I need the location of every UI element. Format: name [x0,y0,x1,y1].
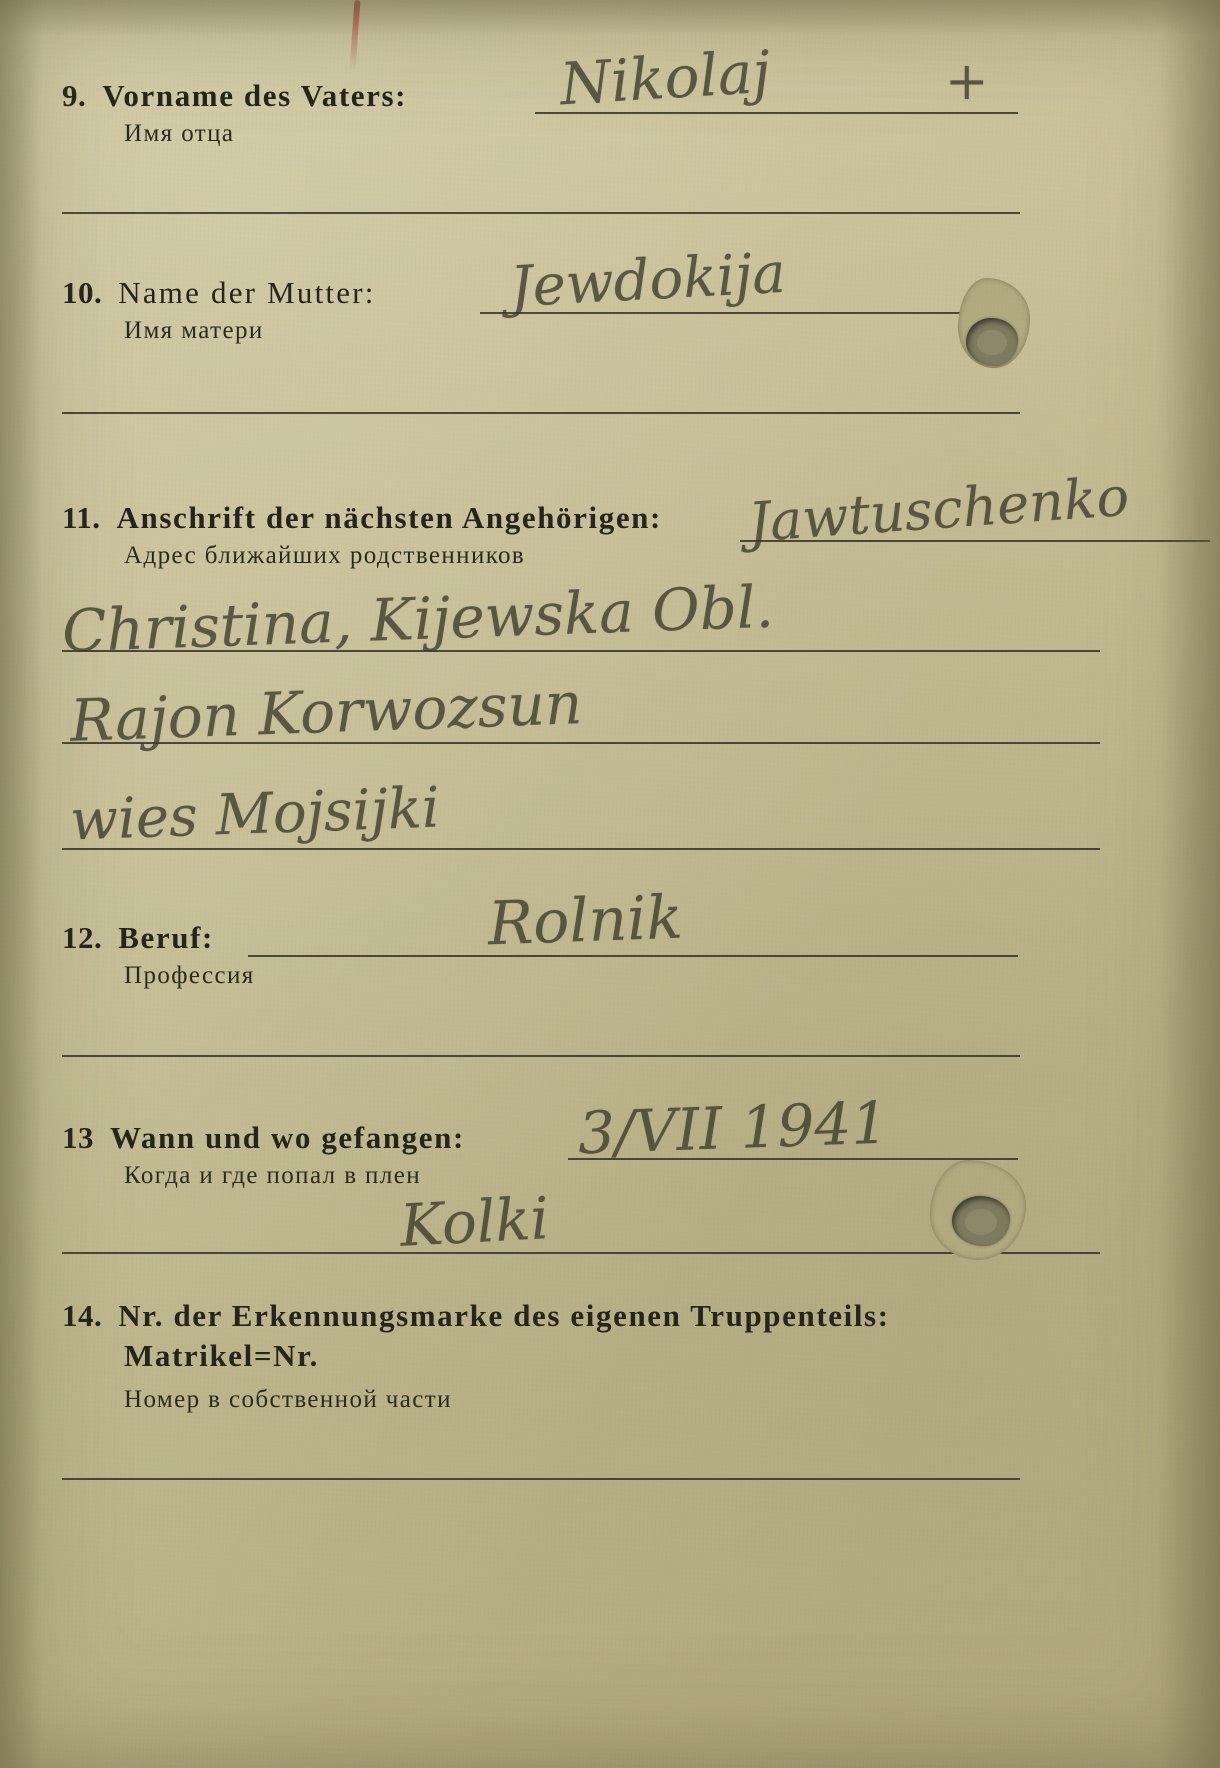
field-14-number: 14. [62,1298,103,1333]
rule-under-field-9 [62,212,1020,214]
field-9-vorname-des-vaters [62,78,407,148]
field-13-number: 13 [62,1120,94,1155]
paper-edge-top [0,0,1220,36]
field-13-wann-und-wo-gefangen [62,1120,465,1190]
field-13-label-de: Wann und wo gefangen: [110,1120,465,1155]
field-11-number: 11. [62,500,101,535]
field-13-handwritten-line2: Kolki [398,1184,551,1260]
rule-field-13-line2 [62,1252,1100,1254]
rule-field-12-value [248,955,1018,957]
field-11-handwritten-line3: Rajon Korwozsun [68,669,584,755]
field-9-handwritten-mark: + [945,52,989,112]
field-12-label-de: Beruf: [118,920,214,955]
punch-hole-top [966,318,1018,366]
field-14-label-ru: Номер в собственной части [124,1386,452,1413]
field-12-beruf [62,920,255,990]
field-11-handwritten-line4: wies Mojsijki [68,775,441,854]
field-11-handwritten-line2: Christina, Kijewska Obl. [61,572,775,666]
paper-edge-right [1160,0,1220,1768]
field-10-label-ru: Имя матери [124,317,264,344]
rule-under-field-10 [62,412,1020,414]
field-14-label-de-line2: Matrikel=Nr. [124,1338,319,1373]
field-13-handwritten-line1: 3/VII 1941 [576,1088,890,1168]
punch-hole-bottom [952,1196,1010,1246]
red-pencil-mark [350,0,361,70]
field-10-label-de: Name der Mutter: [118,275,376,310]
field-9-label-de: Vorname des Vaters: [102,78,408,113]
field-14-erkennungsmarke [62,1298,890,1414]
rule-field-14-value [62,1478,1020,1480]
field-10-number: 10. [62,275,103,310]
field-11-anschrift-angehoerigen [62,500,662,570]
field-11-handwritten-line1: Jawtuschenko [746,464,1131,555]
rule-under-field-12 [62,1055,1020,1057]
field-12-number: 12. [62,920,103,955]
field-9-label-ru: Имя отца [124,120,235,147]
paper-edge-left [0,0,42,1768]
field-10-name-der-mutter [62,275,376,345]
field-9-number: 9. [62,78,87,113]
field-10-handwritten-value: Jewdokija [508,240,788,321]
field-9-handwritten-value: Nikolaj [558,37,773,119]
field-12-label-ru: Профессия [124,962,255,989]
field-11-label-de: Anschrift der nächsten Angehörigen: [116,500,662,535]
field-14-label-de: Nr. der Erkennungsmarke des eigenen Truppenteils: [118,1298,890,1333]
field-11-label-ru: Адрес ближайших родственников [124,542,526,569]
field-12-handwritten-value: Rolnik [486,882,684,960]
field-13-label-ru: Когда и где попал в плен [124,1162,421,1189]
